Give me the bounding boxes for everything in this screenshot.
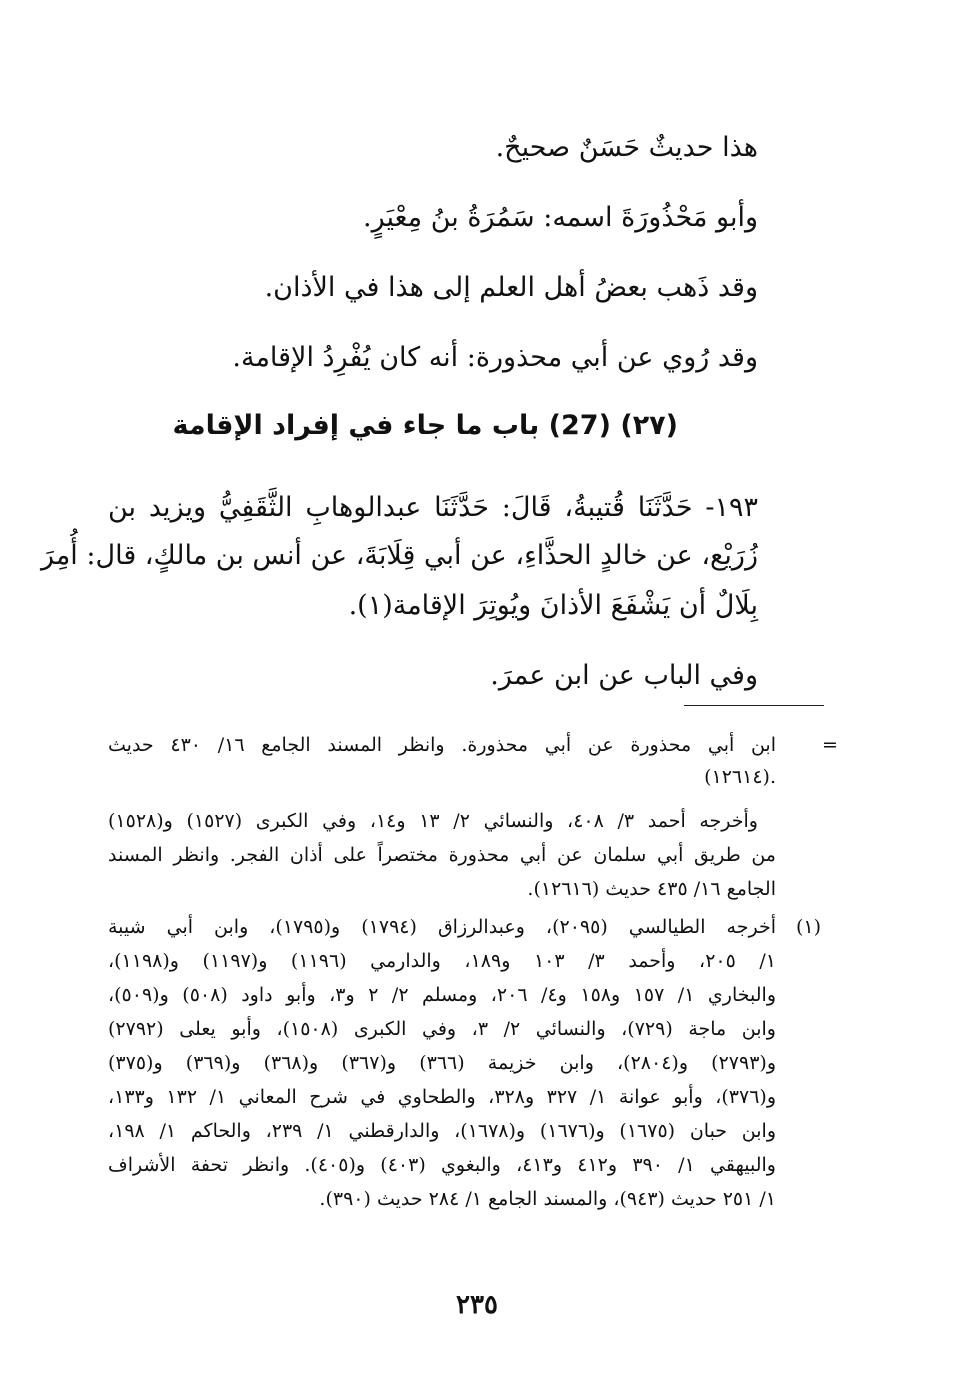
footnote-1-line-7: وابن حبان (١٦٧٥) و(١٦٧٦) و(١٦٧٨)، والدارقطني ١/ ٢٣٩، والحاكم ١/ ١٩٨، [108,1120,776,1142]
hadith-line-1: ١٩٣- حَدَّثَنَا قُتيبةُ، قَالَ: حَدَّثَنَا عبدالوهابِ الثَّقَفِيُّ ويزيد بن [108,492,758,523]
footnote-1-line-8: والبيهقي ١/ ٣٩٠ و٤١٢ و٤١٣، والبغوي (٤٠٣) و(٤٠٥). وانظر تحفة الأشراف [108,1154,776,1176]
footnote-para2-line-1: وأخرجه أحمد ٣/ ٤٠٨، والنسائي ٢/ ١٣ و١٤، وفي الكبرى (١٥٢٧) و(١٥٢٨) [108,810,758,832]
text-line-1: هذا حديثٌ حَسَنٌ صحيحٌ. [495,132,758,163]
footnote-cont-line-2: (١٢٦١٤). [704,766,776,788]
footnote-1-line-5: و(٢٧٩٣) و(٢٨٠٤)، وابن خزيمة (٣٦٦) و(٣٦٧) و(٣٦٨) و(٣٦٩) و(٣٧٥) [108,1052,776,1074]
chapter-heading: (٢٧) (27) باب ما جاء في إفراد الإقامة [172,410,678,441]
continuation-marker: = [822,734,838,756]
footnote-1-line-2: ١/ ٢٠٥، وأحمد ٣/ ١٠٣ و١٨٩، والدارمي (١١٩٦) و(١١٩٧) و(١١٩٨)، [108,950,776,972]
footnote-1-line-6: و(٣٧٦)، وأبو عوانة ١/ ٣٢٧ و٣٢٨، والطحاوي في شرح المعاني ١/ ١٣٢ و١٣٣، [108,1086,776,1108]
hadith-line-2: زُرَيْع، عن خالدٍ الحذَّاءِ، عن أبي قِلَابَةَ، عن أنس بن مالكٍ، قال: أُمِرَ [40,540,758,571]
text-line-2: وأبو مَحْذُورَةَ اسمه: سَمُرَةُ بنُ مِعْيَرٍ. [363,202,758,233]
text-line-3: وقد ذَهب بعضُ أهل العلم إلى هذا في الأذان. [264,272,758,303]
footnote-cont-line-1: ابن أبي محذورة عن أبي محذورة. وانظر المسند الجامع ١٦/ ٤٣٠ حديث [108,734,776,756]
footnote-1-line-3: والبخاري ١/ ١٥٧ و١٥٨ و٤/ ٢٠٦، ومسلم ٢/ ٢ و٣، وأبو داود (٥٠٨) و(٥٠٩)، [108,984,776,1006]
text-line-4: وقد رُوي عن أبي محذورة: أنه كان يُفْرِدُ الإقامة. [232,342,758,373]
footnote-1-line-1: أخرجه الطيالسي (٢٠٩٥)، وعبدالرزاق (١٧٩٤) و(١٧٩٥)، وابن أبي شيبة [108,916,776,938]
footnote-para2-line-3: الجامع ١٦/ ٤٣٥ حديث (١٢٦١٦). [527,878,776,900]
footnote-1-line-4: وابن ماجة (٧٢٩)، والنسائي ٢/ ٣، وفي الكبرى (١٥٠٨)، وأبو يعلى (٢٧٩٢) [108,1018,776,1040]
footnote-1-line-9: ١/ ٢٥١ حديث (٩٤٣)، والمسند الجامع ١/ ٢٨٤ حديث (٣٩٠). [319,1188,776,1210]
footnote-1-marker: (١) [796,916,822,938]
hadith-line-4: وفي الباب عن ابن عمرَ. [490,660,758,691]
page-number: ٢٣٥ [456,1290,498,1320]
hadith-line-3: بِلَالٌ أن يَشْفَعَ الأذانَ ويُوتِرَ الإقامة(١). [348,590,758,621]
footnote-para2-line-2: من طريق أبي سلمان عن أبي محذورة مختصراً على أذان الفجر. وانظر المسند [108,844,776,866]
footnote-separator [684,705,824,706]
